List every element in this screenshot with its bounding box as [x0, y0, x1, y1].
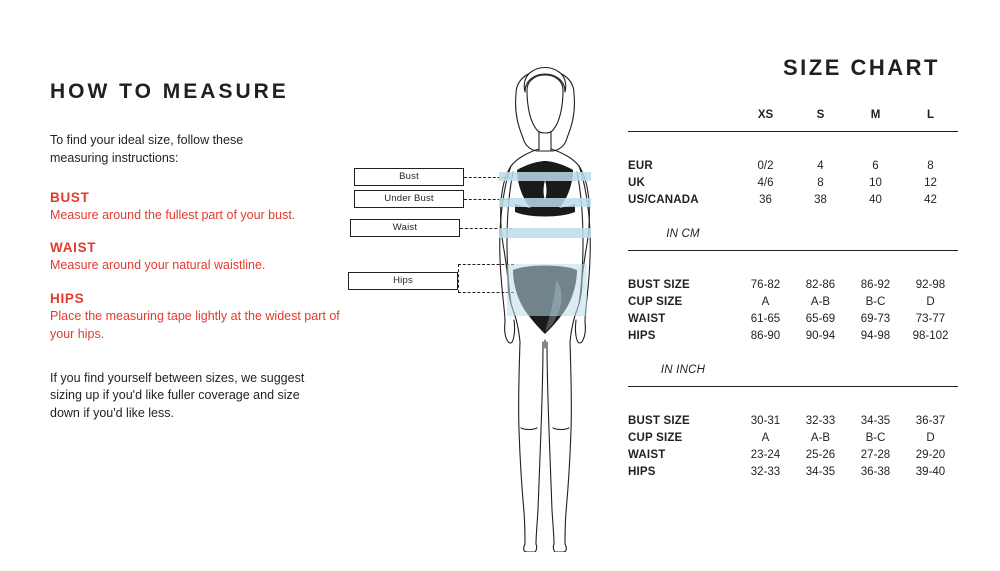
- size-chart: [628, 106, 958, 480]
- row-label-us-canada: US/CANADA: [628, 193, 699, 206]
- cell-cm-bust-l: 92-98: [915, 278, 946, 291]
- cell-cm-waist-m: 69-73: [860, 312, 891, 325]
- row-label-cm-hips: HIPS: [628, 329, 656, 342]
- size-header-s: S: [816, 108, 825, 121]
- row-label-cm-cup-size: CUP SIZE: [628, 295, 683, 308]
- cm-rule: [628, 242, 958, 259]
- cell-inch-waist-m: 27-28: [860, 448, 891, 461]
- table-row: [628, 310, 958, 327]
- inch-rule: [628, 378, 958, 395]
- row-label-inch-cup-size: CUP SIZE: [628, 431, 683, 444]
- table-row: [628, 429, 958, 446]
- measure-text-waist: Measure around your natural waistline.: [50, 258, 266, 273]
- cell-cm-cup-s: A-B: [810, 295, 831, 308]
- measure-section-bust: [50, 190, 350, 225]
- size-header-xs: XS: [757, 108, 774, 121]
- measure-heading-hips: HIPS: [50, 291, 85, 306]
- cell-cm-bust-s: 82-86: [805, 278, 836, 291]
- table-row: [628, 157, 958, 174]
- cell-inch-hips-m: 36-38: [860, 465, 891, 478]
- cell-us-l: 42: [924, 193, 937, 206]
- table-row: [628, 174, 958, 191]
- page-title: HOW TO MEASURE: [50, 80, 289, 103]
- size-header-l: L: [926, 108, 935, 121]
- unit-label-inch: IN INCH: [660, 363, 706, 376]
- outro-text: If you find yourself between sizes, we suggest sizing up if you'd like fuller coverage and size down if you'd like less.: [50, 370, 305, 420]
- intro-text: To find your ideal size, follow these measuring instructions:: [50, 133, 244, 165]
- cell-inch-cup-l: D: [926, 431, 935, 444]
- cell-cm-hips-l: 98-102: [912, 329, 949, 342]
- cell-us-m: 40: [869, 193, 882, 206]
- row-label-inch-bust-size: BUST SIZE: [628, 414, 690, 427]
- cell-uk-l: 12: [924, 176, 937, 189]
- cell-inch-bust-m: 34-35: [860, 414, 891, 427]
- cell-uk-xs: 4/6: [757, 176, 774, 189]
- table-row: [628, 412, 958, 429]
- how-to-measure-panel: [50, 80, 350, 435]
- callout-bust: Bust: [354, 168, 464, 186]
- cell-eur-m: 6: [872, 159, 879, 172]
- cell-inch-cup-s: A-B: [810, 431, 831, 444]
- table-row: [628, 446, 958, 463]
- cell-eur-xs: 0/2: [757, 159, 774, 172]
- table-row: [628, 191, 958, 208]
- cell-inch-hips-xs: 32-33: [750, 465, 781, 478]
- cell-uk-m: 10: [869, 176, 882, 189]
- female-body-figure: [455, 42, 635, 552]
- measure-section-waist: [50, 240, 350, 275]
- measure-text-hips: Place the measuring tape lightly at the widest part of your hips.: [50, 309, 340, 341]
- cell-us-xs: 36: [759, 193, 772, 206]
- row-label-inch-waist: WAIST: [628, 448, 666, 461]
- cell-inch-hips-l: 39-40: [915, 465, 946, 478]
- table-row: [628, 276, 958, 293]
- header-blank: [628, 106, 738, 123]
- unit-heading-cm-row: [628, 225, 958, 242]
- header-rule: [628, 123, 958, 140]
- cell-cm-hips-xs: 86-90: [750, 329, 781, 342]
- cell-cm-cup-l: D: [926, 295, 935, 308]
- cell-inch-cup-m: B-C: [865, 431, 886, 444]
- row-label-cm-bust-size: BUST SIZE: [628, 278, 690, 291]
- unit-label-cm: IN CM: [666, 227, 700, 240]
- cell-inch-waist-s: 25-26: [805, 448, 836, 461]
- cell-cm-cup-m: B-C: [865, 295, 886, 308]
- cell-inch-bust-s: 32-33: [805, 414, 836, 427]
- cell-inch-bust-xs: 30-31: [750, 414, 781, 427]
- measure-heading-waist: WAIST: [50, 240, 97, 256]
- cell-cm-waist-s: 65-69: [805, 312, 836, 325]
- callout-hips: Hips: [348, 272, 458, 290]
- cell-inch-bust-l: 36-37: [915, 414, 946, 427]
- row-label-uk: UK: [628, 176, 646, 189]
- cell-uk-s: 8: [817, 176, 824, 189]
- measure-heading-bust: BUST: [50, 189, 90, 205]
- unit-heading-inch-row: [628, 361, 958, 378]
- cell-cm-bust-m: 86-92: [860, 278, 891, 291]
- measure-section-hips: [50, 291, 350, 344]
- cell-cm-hips-s: 90-94: [805, 329, 836, 342]
- table-row: [628, 293, 958, 310]
- cell-cm-bust-xs: 76-82: [750, 278, 781, 291]
- table-header-row: [628, 106, 958, 123]
- size-header-m: M: [870, 108, 881, 121]
- cell-eur-s: 4: [817, 159, 824, 172]
- table-row: [628, 463, 958, 480]
- cell-cm-cup-xs: A: [761, 295, 770, 308]
- cell-inch-waist-l: 29-20: [915, 448, 946, 461]
- callout-waist: Waist: [350, 219, 460, 237]
- size-chart-title: SIZE CHART: [783, 55, 940, 80]
- callout-under-bust: Under Bust: [354, 190, 464, 208]
- cell-cm-waist-xs: 61-65: [750, 312, 781, 325]
- cell-eur-l: 8: [927, 159, 934, 172]
- size-chart-table: [628, 106, 958, 480]
- cell-us-s: 38: [814, 193, 827, 206]
- cell-cm-hips-m: 94-98: [860, 329, 891, 342]
- row-label-cm-waist: WAIST: [628, 312, 666, 325]
- cell-cm-waist-l: 73-77: [915, 312, 946, 325]
- row-label-eur: EUR: [628, 159, 653, 172]
- row-label-inch-hips: HIPS: [628, 465, 656, 478]
- measure-text-bust: Measure around the fullest part of your bust.: [50, 207, 296, 222]
- cell-inch-hips-s: 34-35: [805, 465, 836, 478]
- table-row: [628, 327, 958, 344]
- cell-inch-cup-xs: A: [761, 431, 770, 444]
- cell-inch-waist-xs: 23-24: [750, 448, 781, 461]
